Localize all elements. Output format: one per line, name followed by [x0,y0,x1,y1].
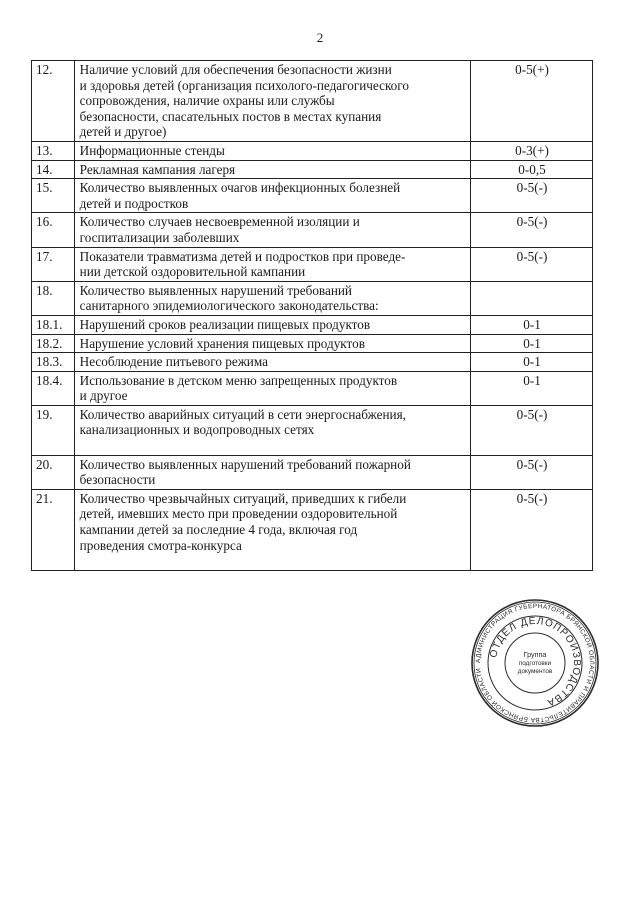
score-range: 0-5(+) [471,61,593,142]
row-number: 20. [32,455,75,489]
row-number: 18.2. [32,334,75,353]
criterion-text-content: Количество аварийных ситуаций в сети энергоснабжения, канализационных и водопроводных сетях [79,406,406,438]
row-number: 14. [32,160,75,179]
score-range: 0-1 [471,334,593,353]
table-row [32,141,593,160]
stamp-inner-text: ОТДЕЛ ДЕЛОПРОИЗВОДСТВА [488,615,583,709]
criterion-text-content: Количество выявленных нарушений требований санитарного эпидемиологического законодательства: [79,282,379,314]
score-range: 0-5(-) [471,247,593,281]
table-row [32,489,593,570]
page-number: 2 [316,30,324,45]
row-number: 15. [32,179,75,213]
row-number: 18.1. [32,315,75,334]
row-number: 17. [32,247,75,281]
criterion-text-content: Нарушений сроков реализации пищевых продуктов [79,316,371,332]
table-row [32,160,593,179]
criterion-text [74,334,470,353]
criterion-text [74,353,470,372]
row-number: 16. [32,213,75,247]
criterion-text-content: Количество чрезвычайных ситуаций, приведших к гибели детей, имевших место при проведении оздоровительной кампании детей за последние 4 года, включая год проведения смотра-конкурса [79,490,407,553]
stamp-center-line-3: документов [517,668,553,675]
criterion-text [74,405,470,455]
table-row [32,179,593,213]
table-row [32,213,593,247]
criterion-text [74,247,470,281]
row-number: 18. [32,281,75,315]
table-row [32,315,593,334]
stamp-ring-text: АДМИНИСТРАЦИЯ ГУБЕРНАТОРА БРЯНСКОЙ ОБЛАСТИ И ПРАВИТЕЛЬСТВА БРЯНСКОЙ ОБЛАСТИ [474,602,596,724]
row-number: 12. [32,61,75,142]
score-range [471,281,593,315]
criteria-table-body [32,61,593,571]
table-row [32,405,593,455]
score-range: 0-5(-) [471,405,593,455]
criterion-text-content: Рекламная кампания лагеря [79,161,236,177]
criterion-text [74,315,470,334]
table-row [32,61,593,142]
criterion-text-content: Нарушение условий хранения пищевых продуктов [79,335,365,351]
score-range: 0-5(-) [471,455,593,489]
criterion-text-content: Количество выявленных очагов инфекционных болезней детей и подростков [79,180,401,211]
score-range: 0-5(-) [471,213,593,247]
criterion-text [74,281,470,315]
row-number: 18.3. [32,353,75,372]
official-stamp [470,598,600,728]
table-row [32,334,593,353]
criterion-text-content: Наличие условий для обеспечения безопасности жизни и здоровья детей (организация психолого-педагогического сопровождения, наличие охраны или службы безопасности, спасательных постов в местах купания детей и другое) [79,62,409,140]
score-range: 0-1 [471,315,593,334]
criterion-text [74,455,470,489]
score-range: 0-3(+) [471,141,593,160]
criterion-text [74,61,470,142]
score-range: 0-0,5 [471,160,593,179]
criterion-text [74,160,470,179]
criterion-text-content: Показатели травматизма детей и подростков при проведе- нии детской оздоровительной кампании [79,248,406,280]
score-range: 0-5(-) [471,489,593,570]
table-row [32,353,593,372]
criterion-text-content: Количество выявленных нарушений требований пожарной безопасности [79,456,411,488]
row-number: 13. [32,141,75,160]
criterion-text [74,489,470,570]
criterion-text-content: Информационные стенды [79,142,225,158]
stamp-center-line-1: Группа [523,650,547,659]
table-row [32,455,593,489]
table-row [32,281,593,315]
criterion-text [74,141,470,160]
table-row [32,247,593,281]
table-row [32,371,593,405]
criterion-text-content: Использование в детском меню запрещенных продуктов и другое [79,372,398,404]
row-number: 21. [32,489,75,570]
criterion-text-content: Несоблюдение питьевого режима [79,354,268,370]
criteria-table [31,60,593,571]
criterion-text [74,371,470,405]
score-range: 0-1 [471,353,593,372]
stamp-center-line-2: подготовки [518,660,552,667]
score-range: 0-5(-) [471,179,593,213]
criterion-text [74,213,470,247]
criterion-text [74,179,470,213]
score-range: 0-1 [471,371,593,405]
row-number: 18.4. [32,371,75,405]
criterion-text-content: Количество случаев несвоевременной изоляции и госпитализации заболевших [79,214,360,245]
row-number: 19. [32,405,75,455]
